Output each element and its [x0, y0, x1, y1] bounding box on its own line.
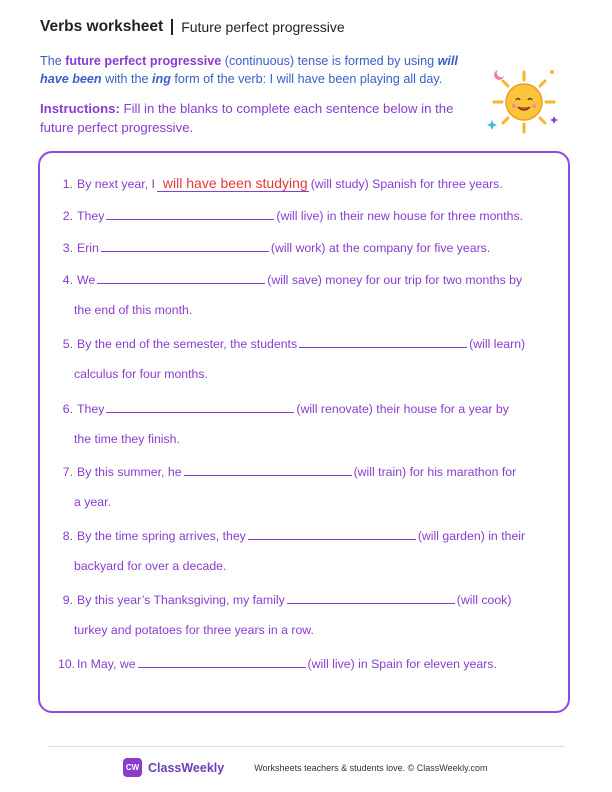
question-number: 6.: [62, 402, 73, 416]
intro-text: (continuous) tense is formed by using: [221, 54, 438, 68]
brand-name: ClassWeekly: [148, 760, 225, 775]
question-text: (will train) for his marathon for: [353, 465, 517, 479]
question-2: [60, 207, 550, 223]
footer-divider: [48, 746, 564, 747]
answer-blank-6[interactable]: [106, 400, 294, 413]
question-number: 3.: [62, 241, 73, 255]
question-4-continuation: the end of this month.: [74, 303, 193, 317]
question-text: (will save) money for our trip for two months by: [267, 273, 523, 287]
answer-blank-7[interactable]: [184, 463, 352, 476]
question-text: Erin: [77, 241, 99, 255]
answer-blank-5[interactable]: [299, 335, 467, 348]
question-text: By this year’s Thanksgiving, my family: [77, 593, 285, 607]
instructions: [40, 99, 460, 137]
question-number: 4.: [62, 273, 73, 287]
intro-term: future perfect progressive: [65, 54, 222, 68]
question-text: (will renovate) their house for a year by: [296, 402, 509, 416]
page-subtitle: Future perfect progressive: [181, 19, 345, 35]
question-text: (will live) in their new house for three months.: [276, 209, 524, 223]
question-number: 7.: [62, 465, 73, 479]
question-text: (will cook): [456, 593, 512, 607]
classweekly-logo: CW: [123, 758, 142, 777]
question-text: (will study) Spanish for three years.: [310, 177, 503, 191]
question-number: 2.: [62, 209, 73, 223]
question-number: 5.: [62, 337, 73, 351]
question-text: (will garden) in their: [417, 529, 526, 543]
intro-ing: ing: [152, 72, 171, 86]
footer-tagline: Worksheets teachers & students love. © ClassWeekly.com: [254, 762, 488, 773]
question-1: [60, 175, 550, 192]
intro-will-have-been: will have been: [40, 54, 458, 86]
answer-blank-3[interactable]: [101, 239, 269, 252]
question-text: By this summer, he: [77, 465, 182, 479]
question-6: [60, 400, 550, 416]
question-text: (will live) in Spain for eleven years.: [307, 657, 497, 671]
question-number: 8.: [62, 529, 73, 543]
question-4: [60, 271, 550, 287]
answer-blank-10[interactable]: [138, 655, 306, 668]
question-3: [60, 239, 550, 255]
intro-text: The: [40, 54, 66, 68]
question-8: [60, 527, 550, 543]
intro-paragraph: [40, 52, 480, 88]
question-text: By the end of the semester, the students: [77, 337, 298, 351]
footer: [123, 758, 487, 777]
intro-text: form of the verb: I will have been playing all day.: [170, 72, 443, 86]
worksheet-title: [40, 16, 345, 38]
answer-blank-8[interactable]: [248, 527, 416, 540]
title-divider: [171, 19, 173, 35]
question-7: [60, 463, 550, 479]
question-8-continuation: backyard for over a decade.: [74, 559, 227, 573]
sun-icon: [486, 64, 562, 140]
question-number: 1.: [62, 177, 73, 191]
question-text: In May, we: [77, 657, 136, 671]
question-6-continuation: the time they finish.: [74, 432, 180, 446]
answer-blank-2[interactable]: [106, 207, 274, 220]
instructions-label: Instructions:: [40, 101, 120, 116]
question-text: We: [77, 273, 96, 287]
question-5: [60, 335, 550, 351]
question-9-continuation: turkey and potatoes for three years in a row.: [74, 623, 314, 637]
page-title: Verbs worksheet: [40, 18, 164, 35]
question-number: 9.: [62, 593, 73, 607]
intro-text: with the: [101, 72, 153, 86]
question-5-continuation: calculus for four months.: [74, 367, 208, 381]
question-text: By the time spring arrives, they: [77, 529, 246, 543]
question-text: They: [77, 209, 105, 223]
answer-blank-9[interactable]: [287, 591, 455, 604]
question-text: By next year, I: [77, 177, 155, 191]
question-text: (will learn): [469, 337, 526, 351]
question-number: 10.: [58, 657, 76, 671]
question-10: [60, 655, 550, 671]
instructions-text: Fill in the blanks to complete each sentence below in the future perfect progressive.: [40, 101, 454, 135]
question-9: [60, 591, 550, 607]
question-text: (will work) at the company for five years.: [270, 241, 491, 255]
answer-blank-4[interactable]: [97, 271, 265, 284]
question-7-continuation: a year.: [74, 495, 111, 509]
answer-blank-1[interactable]: [157, 175, 309, 192]
answer-text: will have been studying: [162, 175, 308, 191]
question-text: They: [77, 402, 105, 416]
